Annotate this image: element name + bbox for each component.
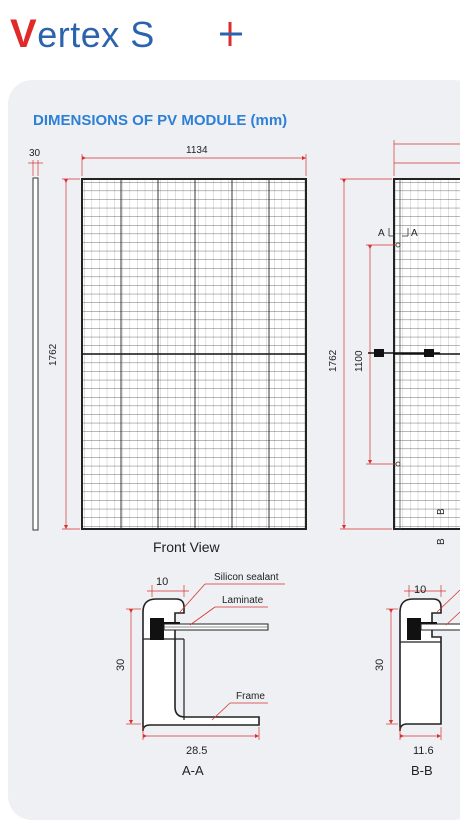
mount-spacing-label: 1100 bbox=[354, 350, 365, 372]
section-a-left-label: A bbox=[378, 228, 385, 239]
aa-caption: A-A bbox=[182, 763, 204, 778]
section-b-right-label: B bbox=[436, 508, 447, 515]
bb-caption: B-B bbox=[411, 763, 433, 778]
section-a-right-label: A bbox=[411, 228, 418, 239]
section-title: DIMENSIONS OF PV MODULE (mm) bbox=[33, 112, 288, 129]
section-aa-view bbox=[115, 572, 285, 778]
front-height-label: 1762 bbox=[48, 343, 59, 366]
bb-depth-label: 11.6 bbox=[413, 745, 434, 757]
brand-wordmark: Vertex S bbox=[10, 12, 155, 56]
callout-silicon-sealant: Silicon sealant bbox=[214, 572, 279, 583]
callout-laminate: Laminate bbox=[222, 595, 264, 606]
side-thickness-label: 30 bbox=[29, 148, 41, 159]
section-bb-view bbox=[374, 584, 460, 778]
bb-lip-label: 10 bbox=[414, 584, 427, 596]
callout-frame: Frame bbox=[236, 691, 265, 702]
section-b-left-label: B bbox=[436, 538, 447, 545]
front-width-label: 1134 bbox=[186, 145, 208, 156]
aa-height-label: 30 bbox=[115, 658, 127, 671]
front-view-caption: Front View bbox=[153, 539, 220, 555]
aa-depth-label: 28.5 bbox=[186, 745, 208, 757]
rear-view bbox=[328, 140, 460, 545]
aa-lip-label: 10 bbox=[156, 576, 169, 588]
front-view bbox=[48, 145, 306, 555]
rear-height-label: 1762 bbox=[328, 349, 339, 372]
bb-height-label: 30 bbox=[374, 658, 386, 671]
side-view bbox=[28, 148, 43, 530]
